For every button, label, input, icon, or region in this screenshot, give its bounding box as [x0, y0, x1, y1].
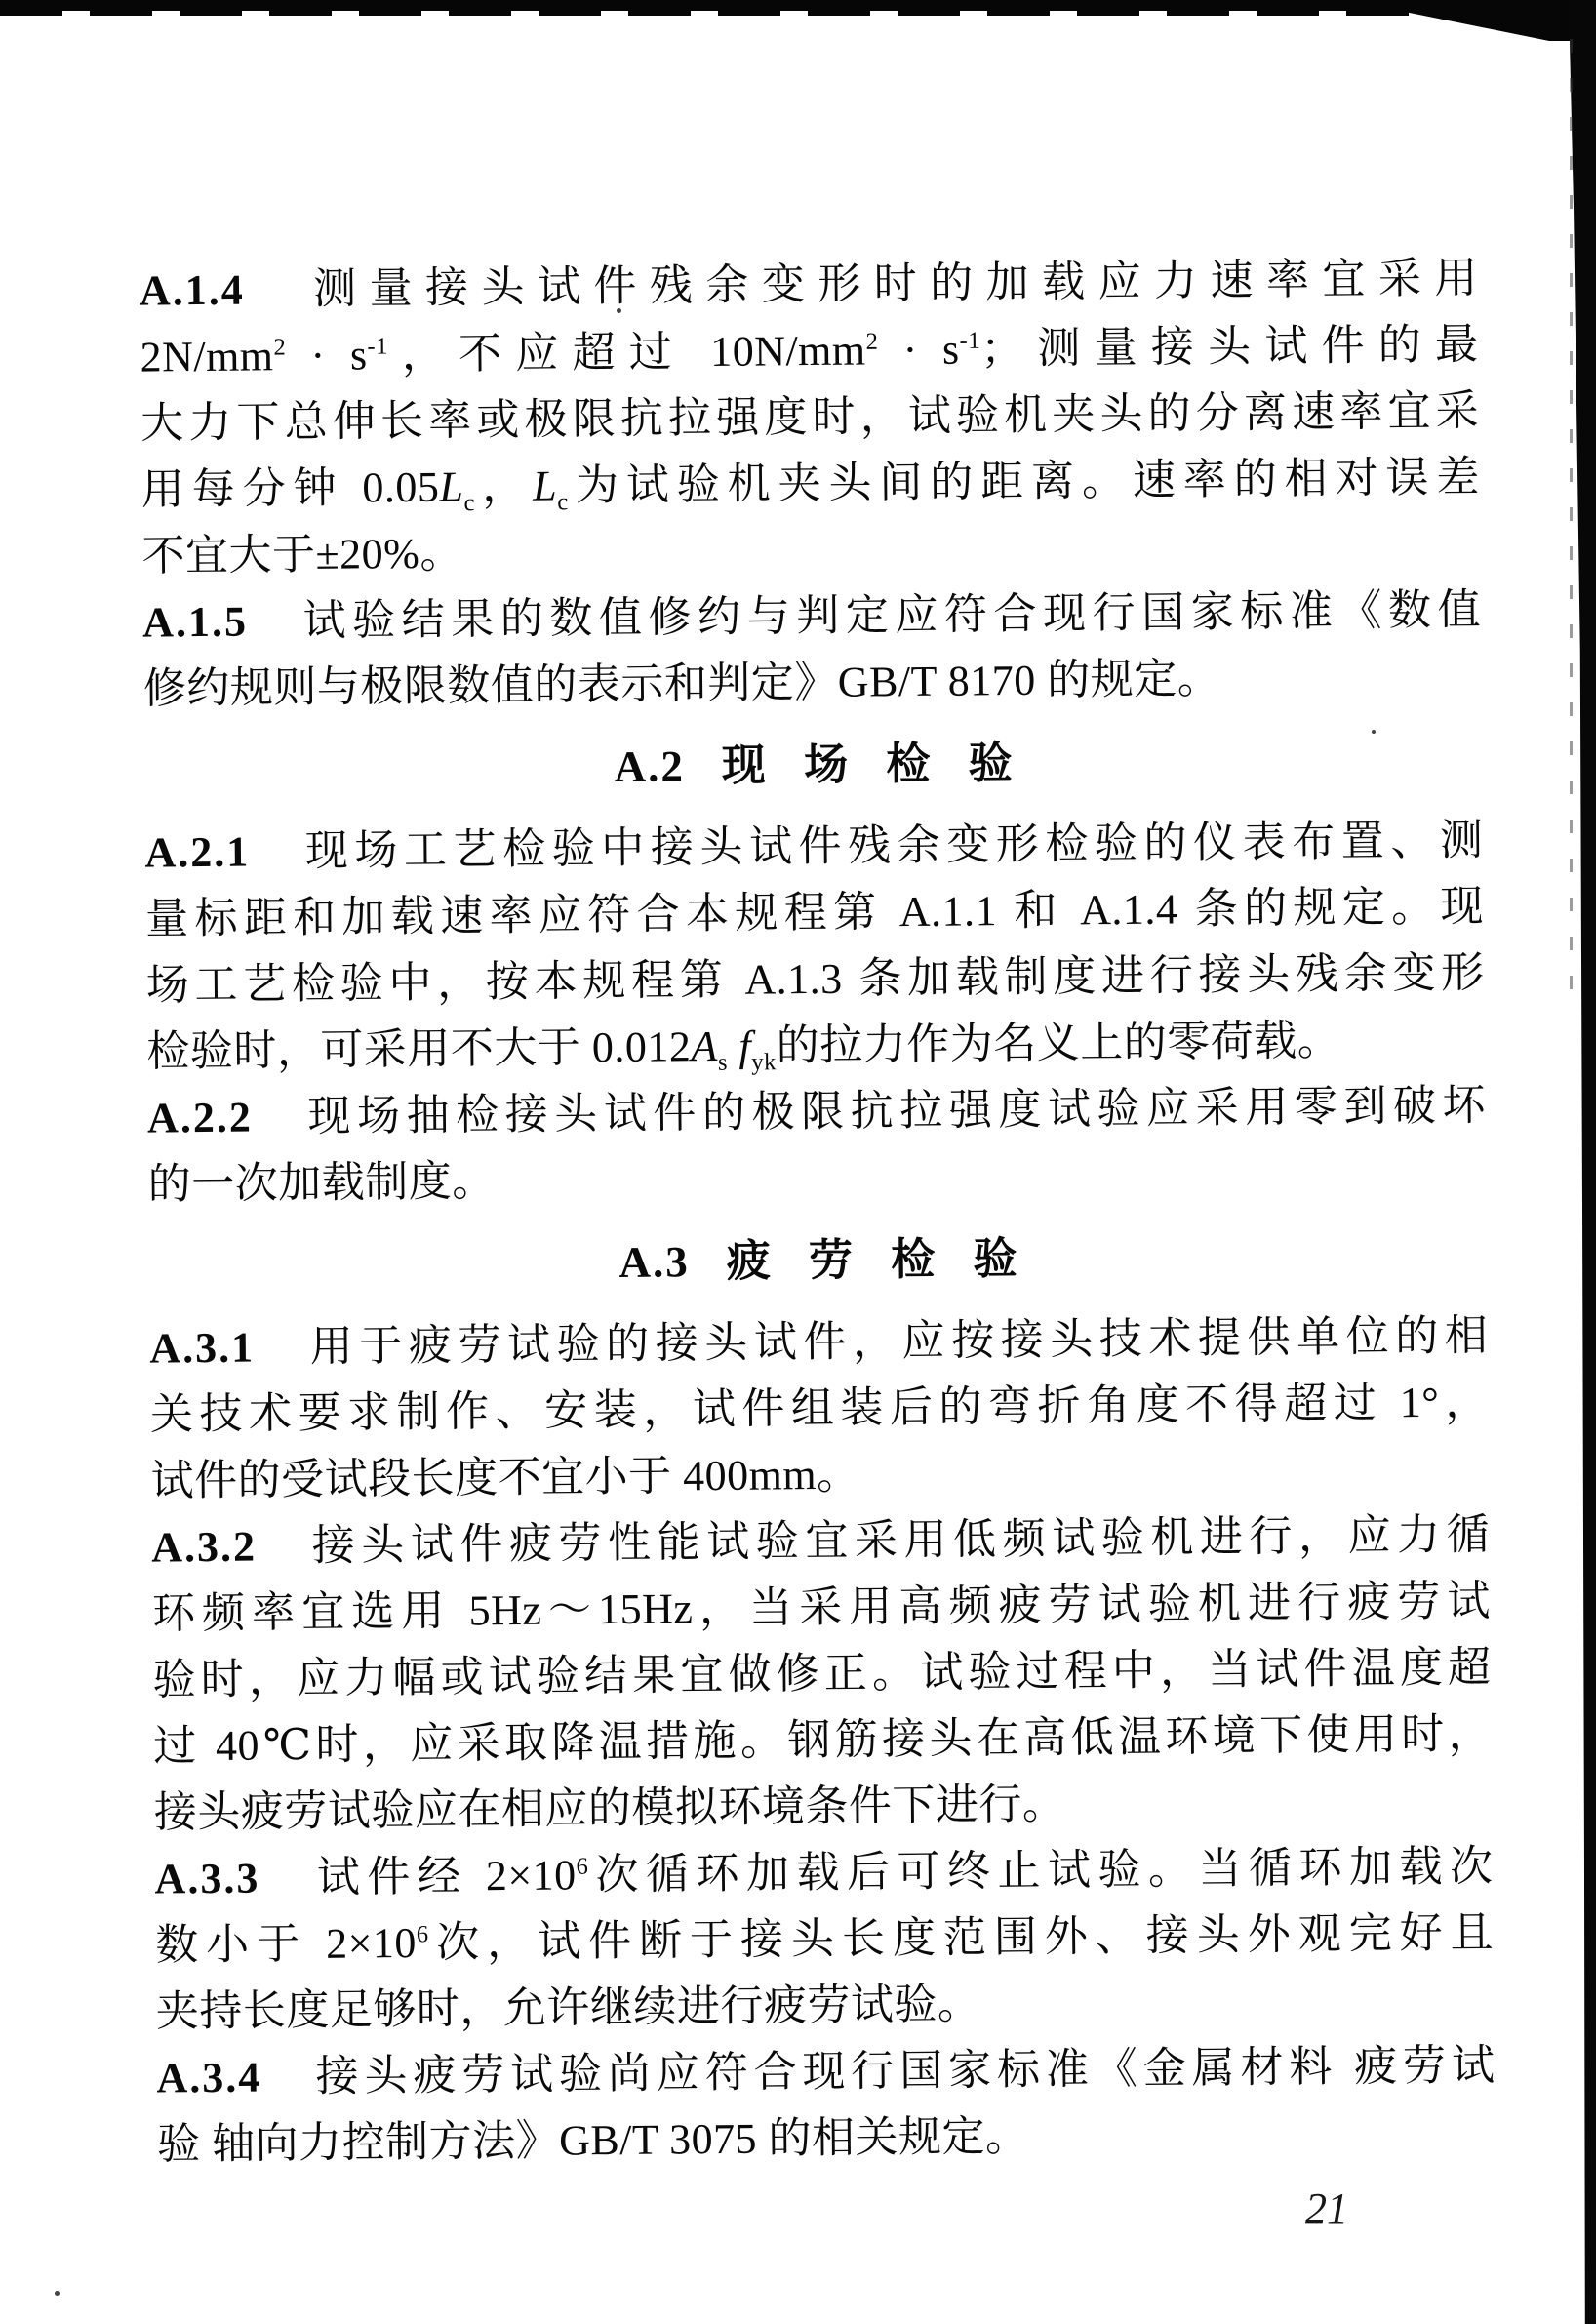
- paragraph-a-1-5: [142, 577, 1482, 722]
- paragraph-a-3-3: [154, 1833, 1495, 2045]
- text-line: 验时，应力幅或试验结果宜做修正。试验过程中，当试件温度超: [152, 1643, 1492, 1704]
- document-body: [140, 245, 1496, 2178]
- text-line: 量标距和加载速率应符合本规程第 A.1.1 和 A.1.4 条的规定。现: [144, 882, 1485, 943]
- paragraph-a-1-4: [140, 245, 1481, 589]
- text-line: $2N/mm^2 \cdot s^{-1}$，不应超过 $10N/mm^2 \cdot s^{-1}$；测量接头试件的最: [140, 320, 1479, 381]
- text-line: 试件的受试段长度不宜小于 400mm。: [150, 1450, 860, 1505]
- text-line: A.3.1 用于疲劳试验的接头试件，应按接头技术提供单位的相: [149, 1311, 1489, 1373]
- section-heading-a-3: [148, 1221, 1488, 1300]
- heading-number: A.2: [614, 741, 686, 791]
- paragraph-a-3-1: [149, 1302, 1490, 1514]
- text-line: A.1.4 测量接头试件残余变形时的加载应力速率宜采用: [139, 254, 1479, 315]
- paragraph-a-2-2: [147, 1072, 1487, 1218]
- text-line: 数小于 $2\times 10^6$次，试件断于接头长度范围外、接头外观完好且: [154, 1908, 1495, 1970]
- text-line: 检验时，可采用不大于 $0.012A_s$ $f_{yk}$的拉力作为名义上的零荷载。: [146, 1016, 1341, 1076]
- text-line: A.2.2 现场抽检接头试件的极限抗拉强度试验应采用零到破坏: [146, 1081, 1487, 1142]
- page-number: 21: [1305, 2184, 1348, 2232]
- paragraph-a-3-4: [156, 2032, 1496, 2178]
- heading-number: A.3: [618, 1237, 690, 1287]
- text-line: A.3.4 接头疲劳试验尚应符合现行国家标准《金属材料 疲劳试: [156, 2041, 1496, 2103]
- text-line: 验 轴向力控制方法》GB/T 3075 的相关规定。: [156, 2111, 1029, 2169]
- text-line: 的一次加载制度。: [147, 1157, 496, 1209]
- text-line: 修约规则与极限数值的表示和判定》GB/T 8170 的规定。: [142, 655, 1221, 713]
- text-line: 过 40℃时，应采取降温措施。钢筋接头在高低温环境下使用时，: [152, 1709, 1493, 1771]
- text-line: A.3.3 试件经 $2\times 10^6$次循环加载后可终止试验。当循环加载次: [154, 1842, 1494, 1903]
- text-line: 夹持长度足够时，允许继续进行疲劳试验。: [155, 1980, 981, 2036]
- text-line: A.2.1 现场工艺检验中接头试件残余变形检验的仪表布置、测: [144, 816, 1484, 877]
- text-line: 场工艺检验中，按本规程第 A.1.3 条加载制度进行接头残余变形: [145, 948, 1485, 1010]
- paragraph-a-2-1: [144, 807, 1486, 1085]
- scan-artifact-top-bar: [0, 0, 1596, 11]
- text-line: 大力下总伸长率或极限抗拉强度时，试验机夹头的分离速率宜采: [140, 386, 1480, 448]
- scan-artifact-right-speckle: [1570, 39, 1573, 1015]
- scan-artifact-corner-wedge: [1385, 8, 1580, 41]
- text-line: A.1.5 试验结果的数值修约与判定应符合现行国家标准《数值: [141, 585, 1482, 647]
- text-line: 不宜大于±20%。: [141, 529, 464, 581]
- text-line: A.3.2 接头试件疲劳性能试验宜采用低频试验机进行，应力循: [151, 1510, 1491, 1572]
- section-heading-a-2: [143, 725, 1483, 804]
- text-line: 关技术要求制作、安装，试件组装后的弯折角度不得超过 1°，: [149, 1378, 1490, 1439]
- heading-title: 疲 劳 检 验: [726, 1234, 1017, 1286]
- paragraph-a-3-2: [151, 1502, 1493, 1846]
- scan-speckle: [55, 2291, 60, 2296]
- scan-artifact-right-strip: [1569, 0, 1596, 2324]
- heading-title: 现 场 检 验: [721, 739, 1013, 790]
- document-content: [140, 245, 1496, 2178]
- scan-artifact-top-ragged-edge: [0, 11, 1596, 16]
- text-line: 用每分钟 $0.05L_c$，$L_c$为试验机夹头间的距离。速率的相对误差: [140, 453, 1481, 517]
- text-line: 环频率宜选用 5Hz～15Hz，当采用高频疲劳试验机进行疲劳试: [151, 1577, 1492, 1638]
- text-line: 接头疲劳试验应在相应的模拟环境条件下进行。: [153, 1780, 1066, 1837]
